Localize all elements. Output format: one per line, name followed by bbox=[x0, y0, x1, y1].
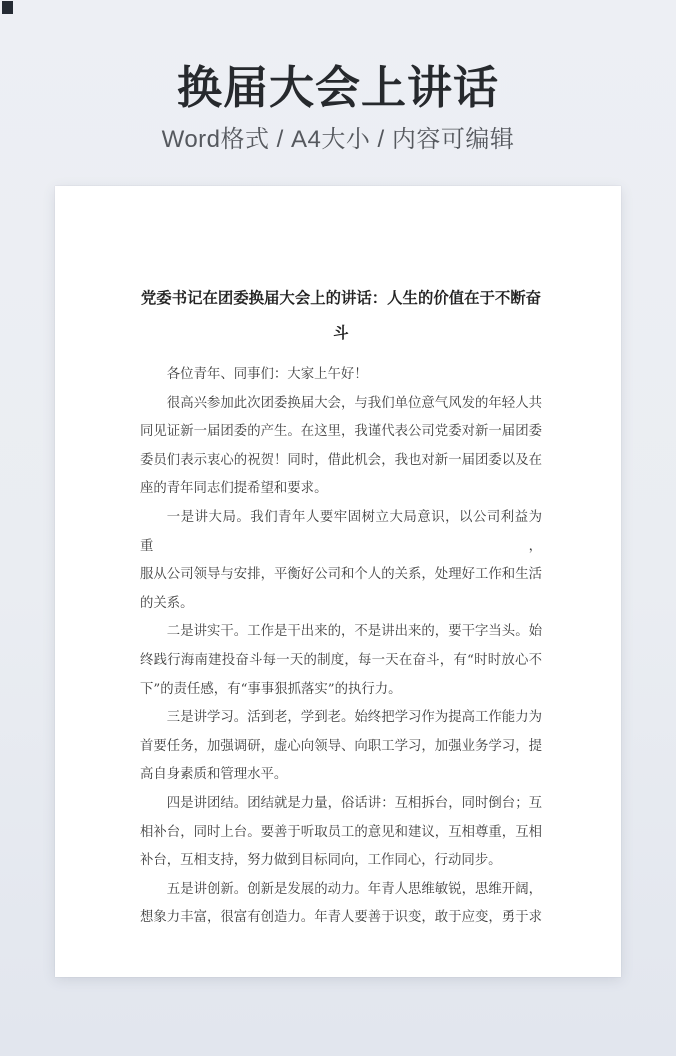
doc-line: 下”的责任感，有“事事狠抓落实”的执行力。 bbox=[140, 681, 402, 697]
document-title-line: 斗 bbox=[333, 324, 349, 342]
document-title-line: 党委书记在团委换届大会上的讲话：人生的价值在于不断奋 bbox=[140, 289, 542, 307]
document-page bbox=[55, 186, 621, 977]
doc-line: 一是讲大局。我们青年人要牢固树立大局意识，以公司利益为重， bbox=[140, 509, 542, 554]
doc-line: 二是讲实干。工作是干出来的，不是讲出来的，要干字当头。始 bbox=[166, 624, 542, 640]
doc-line: 服从公司领导与安排，平衡好公司和个人的关系，处理好工作和生活 bbox=[140, 567, 542, 583]
page-title: 换届大会上讲话 bbox=[176, 62, 499, 113]
doc-line: 同见证新一届团委的产生。在这里，我谨代表公司党委对新一届团委 bbox=[140, 424, 542, 440]
doc-line: 各位青年、同事们：大家上午好！ bbox=[166, 367, 368, 382]
doc-line: 想象力丰富，很富有创造力。年青人要善于识变，敢于应变，勇于求 bbox=[140, 910, 542, 926]
document-title bbox=[140, 281, 542, 351]
document-body bbox=[140, 361, 542, 933]
doc-line: 相补台，同时上台。要善于听取员工的意见和建议，互相尊重，互相 bbox=[140, 824, 542, 840]
document-content bbox=[140, 281, 542, 933]
doc-line: 终践行海南建投奋斗每一天的制度，每一天在奋斗，有“时时放心不 bbox=[140, 652, 542, 668]
doc-line: 委员们表示衷心的祝贺！同时，借此机会，我也对新一届团委以及在 bbox=[140, 452, 542, 468]
doc-line: 首要任务，加强调研，虚心向领导、向职工学习，加强业务学习，提 bbox=[140, 738, 542, 754]
page-subtitle: Word格式 / A4大小 / 内容可编辑 bbox=[161, 126, 515, 153]
doc-line: 三是讲学习。活到老，学到老。始终把学习作为提高工作能力为 bbox=[166, 710, 542, 726]
doc-line: 补台，互相支持，努力做到目标同向，工作同心，行动同步。 bbox=[140, 853, 502, 869]
doc-line: 四是讲团结。团结就是力量，俗话讲：互相拆台，同时倒台；互 bbox=[166, 795, 542, 811]
doc-line: 高自身素质和管理水平。 bbox=[140, 767, 288, 783]
doc-line: 的关系。 bbox=[140, 595, 194, 611]
doc-line: 座的青年同志们提希望和要求。 bbox=[140, 481, 328, 497]
doc-line: 很高兴参加此次团委换届大会，与我们单位意气风发的年轻人共 bbox=[166, 395, 542, 411]
doc-line: 五是讲创新。创新是发展的动力。年青人思维敏锐，思维开阔， bbox=[166, 881, 542, 897]
header bbox=[0, 0, 676, 154]
